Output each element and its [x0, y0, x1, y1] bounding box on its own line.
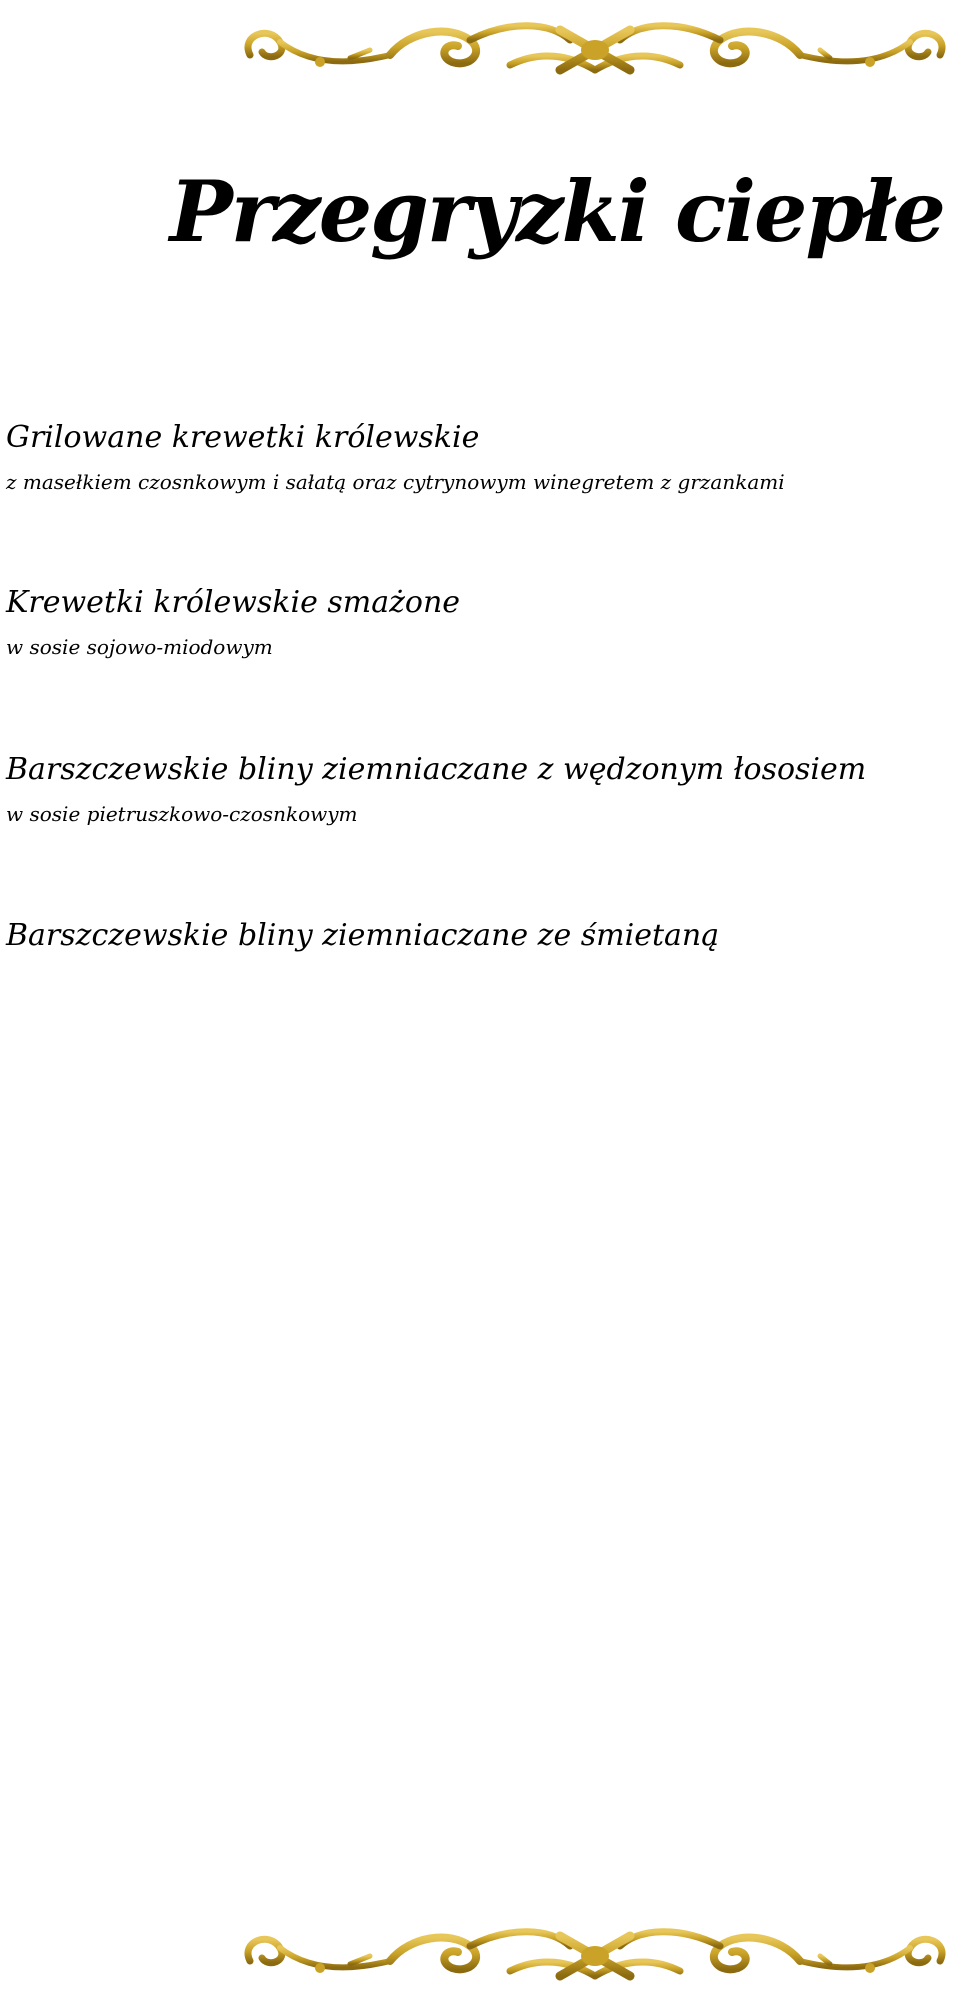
- menu-item-name: Barszczewskie bliny ziemniaczane ze śmietaną: [6, 918, 720, 953]
- menu-item: [6, 752, 956, 826]
- menu-item: [6, 420, 956, 494]
- menu-item-name: Grilowane krewetki królewskie: [6, 420, 480, 455]
- menu-item-description: w sosie sojowo-miodowym: [6, 635, 273, 659]
- bottom-ornament-flourish: [230, 1916, 960, 1996]
- menu-item-name: Barszczewskie bliny ziemniaczane z wędzonym łososiem: [6, 752, 867, 787]
- menu-item: [6, 585, 956, 659]
- page-title: Przegryzki ciepłe: [169, 162, 944, 261]
- menu-item-name: Krewetki królewskie smażone: [6, 585, 461, 620]
- menu-item-description: z masełkiem czosnkowym i sałatą oraz cytrynowym winegretem z grzankami: [6, 470, 785, 494]
- menu-item: [6, 918, 956, 954]
- menu-item-description: w sosie pietruszkowo-czosnkowym: [6, 802, 358, 826]
- top-ornament-flourish: [230, 10, 960, 90]
